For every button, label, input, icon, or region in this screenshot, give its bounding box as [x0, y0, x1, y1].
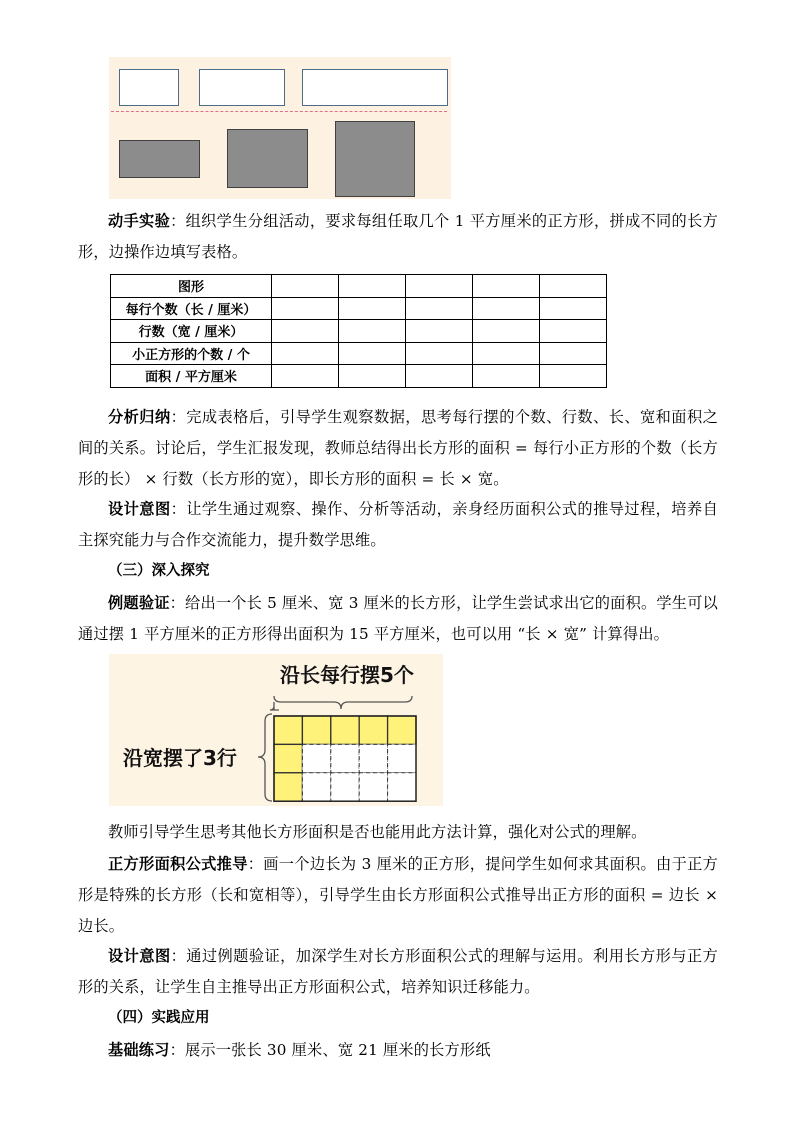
label-analysis: 分析归纳	[108, 408, 171, 426]
grid-figure	[109, 654, 443, 806]
grid-cell	[388, 716, 416, 744]
table-cell[interactable]	[339, 365, 406, 388]
table-cell[interactable]	[540, 297, 607, 320]
label-design-intent-2: 设计意图	[108, 947, 171, 965]
grid-cell	[274, 716, 302, 744]
left-brace	[258, 714, 272, 801]
row-header: 面积 / 平方厘米	[111, 365, 272, 388]
paragraph-design-intent-1	[78, 494, 718, 556]
top-label: 沿长每行摆5个	[280, 663, 414, 687]
paragraph-hands-on	[78, 206, 718, 268]
table-cell[interactable]	[473, 365, 540, 388]
top-brace	[274, 696, 412, 709]
grid-cell	[302, 744, 330, 772]
rectangles-figure	[109, 57, 451, 199]
grid-cell	[302, 773, 330, 801]
label-design-intent-1: 设计意图	[108, 500, 171, 518]
grid-cell	[359, 716, 387, 744]
table-cell[interactable]	[272, 297, 339, 320]
table-cell[interactable]	[540, 320, 607, 343]
gray-rectangle-1	[119, 140, 200, 178]
table-row	[111, 365, 607, 388]
table-cell[interactable]	[406, 320, 473, 343]
section-heading-4: （四）实践应用	[108, 1010, 210, 1026]
table-cell[interactable]	[473, 297, 540, 320]
table-cell[interactable]	[272, 320, 339, 343]
table-row	[111, 320, 607, 343]
row-header: 图形	[111, 275, 272, 298]
table-row	[111, 275, 607, 298]
table-row	[111, 342, 607, 365]
grid-cell	[331, 744, 359, 772]
label-square-formula: 正方形面积公式推导	[108, 855, 248, 873]
table-cell[interactable]	[540, 365, 607, 388]
gray-rectangle-2	[227, 129, 308, 188]
text-basic-practice: ：展示一张长 30 厘米、宽 21 厘米的长方形纸	[169, 1041, 491, 1059]
text-example: ：给出一个长 5 厘米、宽 3 厘米的长方形，让学生尝试求出它的面积。学生可以通过摆 1 平方厘米的正方形得出面积为 15 平方厘米，也可以用 “长 × 宽” 计算得出。	[78, 594, 718, 643]
table-cell[interactable]	[339, 297, 406, 320]
table-cell[interactable]	[540, 275, 607, 298]
dashed-divider	[111, 111, 447, 112]
grid-cell	[274, 773, 302, 801]
row-header: 每行个数（长 / 厘米）	[111, 297, 272, 320]
table-cell[interactable]	[473, 320, 540, 343]
label-hands-on: 动手实验	[108, 212, 171, 230]
thin-rectangle-3	[302, 69, 448, 106]
section-heading-3: （三）深入探究	[108, 563, 210, 579]
grid-cell	[388, 773, 416, 801]
table-cell[interactable]	[473, 342, 540, 365]
table-cell[interactable]	[339, 275, 406, 298]
grid-cells	[274, 716, 416, 801]
grid-cell	[331, 773, 359, 801]
grid-cell	[359, 773, 387, 801]
side-label: 沿宽摆了3行	[123, 746, 237, 770]
thin-rectangle-2	[199, 69, 285, 106]
table-cell[interactable]	[473, 275, 540, 298]
grid-cell	[302, 716, 330, 744]
text-teacher-guide: 教师引导学生思考其他长方形面积是否也能用此方法计算，强化对公式的理解。	[108, 823, 647, 841]
label-basic-practice: 基础练习	[108, 1041, 170, 1059]
grid-diagram	[109, 654, 443, 806]
grid-cell	[331, 716, 359, 744]
table-cell[interactable]	[272, 365, 339, 388]
table-cell[interactable]	[406, 365, 473, 388]
row-header: 小正方形的个数 / 个	[111, 342, 272, 365]
grid-cell	[388, 744, 416, 772]
table-cell[interactable]	[406, 275, 473, 298]
text-hands-on: ：组织学生分组活动，要求每组任取几个 1 平方厘米的正方形，拼成不同的长方形，边操作边填写表格。	[78, 212, 718, 261]
paragraph-example	[78, 588, 718, 650]
label-example: 例题验证	[108, 594, 170, 612]
row-header: 行数（宽 / 厘米）	[111, 320, 272, 343]
table-cell[interactable]	[339, 342, 406, 365]
paragraph-teacher-guide	[78, 817, 718, 848]
table-cell[interactable]	[406, 342, 473, 365]
table-cell[interactable]	[540, 342, 607, 365]
paragraph-analysis	[78, 402, 718, 495]
record-table	[110, 274, 607, 388]
table-cell[interactable]	[272, 275, 339, 298]
grid-cell	[274, 744, 302, 772]
table-cell[interactable]	[272, 342, 339, 365]
paragraph-design-intent-2	[78, 941, 718, 1003]
text-analysis: ：完成表格后，引导学生观察数据，思考每行摆的个数、行数、长、宽和面积之间的关系。讨论后，学生汇报发现，教师总结得出长方形的面积 = 每行小正方形的个数（长方形的长） × 行数（长方形的宽），即长方形的面积 = 长 × 宽。	[78, 408, 718, 488]
text-design-intent-1: ：让学生通过观察、操作、分析等活动，亲身经历面积公式的推导过程，培养自主探究能力与合作交流能力，提升数学思维。	[78, 500, 718, 549]
text-square-formula: ：画一个边长为 3 厘米的正方形，提问学生如何求其面积。由于正方形是特殊的长方形（长和宽相等），引导学生由长方形面积公式推导出正方形的面积 = 边长 × 边长。	[78, 855, 719, 935]
table-row	[111, 297, 607, 320]
paragraph-square-formula	[78, 849, 718, 942]
thin-rectangle-1	[119, 69, 179, 106]
gray-rectangle-3	[335, 121, 415, 197]
table-cell[interactable]	[339, 320, 406, 343]
table-cell[interactable]	[406, 297, 473, 320]
paragraph-basic-practice	[78, 1035, 718, 1066]
text-design-intent-2: ：通过例题验证，加深学生对长方形面积公式的理解与运用。利用长方形与正方形的关系，让学生自主推导出正方形面积公式，培养知识迁移能力。	[78, 947, 718, 996]
grid-cell	[359, 744, 387, 772]
